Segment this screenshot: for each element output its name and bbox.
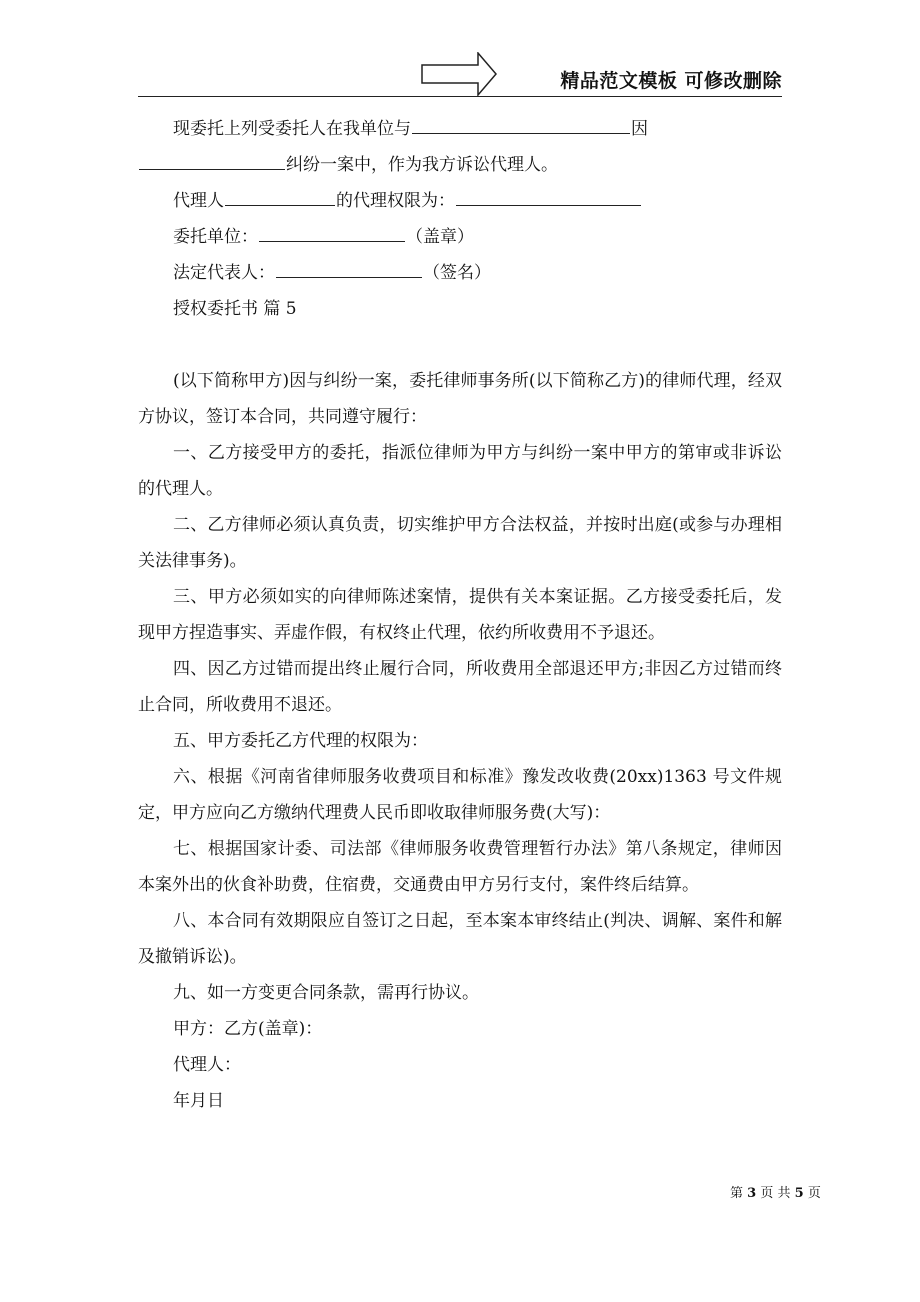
signature-agent: 代理人： <box>173 1055 241 1075</box>
contract-paragraph: 四、因乙方过错而提出终止履行合同，所收费用全部退还甲方;非因乙方过错而终止合同，所收费用不退还。 <box>138 659 782 715</box>
blank-field <box>259 224 405 242</box>
paragraph-agent-scope: 代理人 的代理权限为： <box>138 183 782 219</box>
paragraph-entrust: 现委托上列受委托人在我单位与 因 <box>138 111 782 147</box>
contract-paragraph: (以下简称甲方)因与纠纷一案，委托律师事务所(以下简称乙方)的律师代理，经双方协议，签订本合同，共同遵守履行： <box>138 371 782 427</box>
contract-paragraph: 七、根据国家计委、司法部《律师服务收费管理暂行办法》第八条规定，律师因本案外出的伙食补助费，住宿费，交通费由甲方另行支付，案件终后结算。 <box>138 839 782 895</box>
blank-field <box>139 152 285 170</box>
contract-paragraph: 三、甲方必须如实的向律师陈述案情，提供有关本案证据。乙方接受委托后，发现甲方捏造事实、弄虚作假，有权终止代理，依约所收费用不予退还。 <box>138 587 782 643</box>
right-arrow-icon <box>421 52 497 96</box>
contract-paragraph: 九、如一方变更合同条款，需再行协议。 <box>173 983 479 1003</box>
blank-field <box>276 260 422 278</box>
contract-paragraph: 一、乙方接受甲方的委托，指派位律师为甲方与纠纷一案中甲方的第审或非诉讼的代理人。 <box>138 443 782 499</box>
contract-paragraph: 二、乙方律师必须认真负责，切实维护甲方合法权益，并按时出庭(或参与办理相关法律事务)。 <box>138 515 782 571</box>
header-title: 精品范文模板 可修改删除 <box>560 70 782 92</box>
contract-paragraph: 六、根据《河南省律师服务收费项目和标准》豫发改收费(20xx)1363 号文件规定，甲方应向乙方缴纳代理费人民币即收取律师服务费(大写)： <box>138 767 782 823</box>
spacer <box>138 327 782 363</box>
page-header <box>138 52 782 96</box>
section-heading: 授权委托书 篇 5 <box>173 299 297 319</box>
contract-paragraph: 五、甲方委托乙方代理的权限为： <box>173 731 428 751</box>
paragraph-entrusting-unit: 委托单位： （盖章） <box>138 219 782 255</box>
paragraph-entrust-cont: 纠纷一案中，作为我方诉讼代理人。 <box>138 147 782 183</box>
header-divider <box>138 96 782 97</box>
blank-field <box>412 116 630 134</box>
paragraph-legal-rep: 法定代表人： （签名） <box>138 255 782 291</box>
signature-parties: 甲方：乙方(盖章)： <box>173 1019 323 1039</box>
blank-field <box>456 188 641 206</box>
page-number: 第 3 页 共 5 页 <box>730 1186 821 1201</box>
document-body <box>138 111 782 1119</box>
contract-paragraph: 八、本合同有效期限应自签订之日起，至本案本审终结止(判决、调解、案件和解及撤销诉讼)。 <box>138 911 782 967</box>
blank-field <box>225 188 335 206</box>
signature-date: 年月日 <box>173 1091 224 1111</box>
